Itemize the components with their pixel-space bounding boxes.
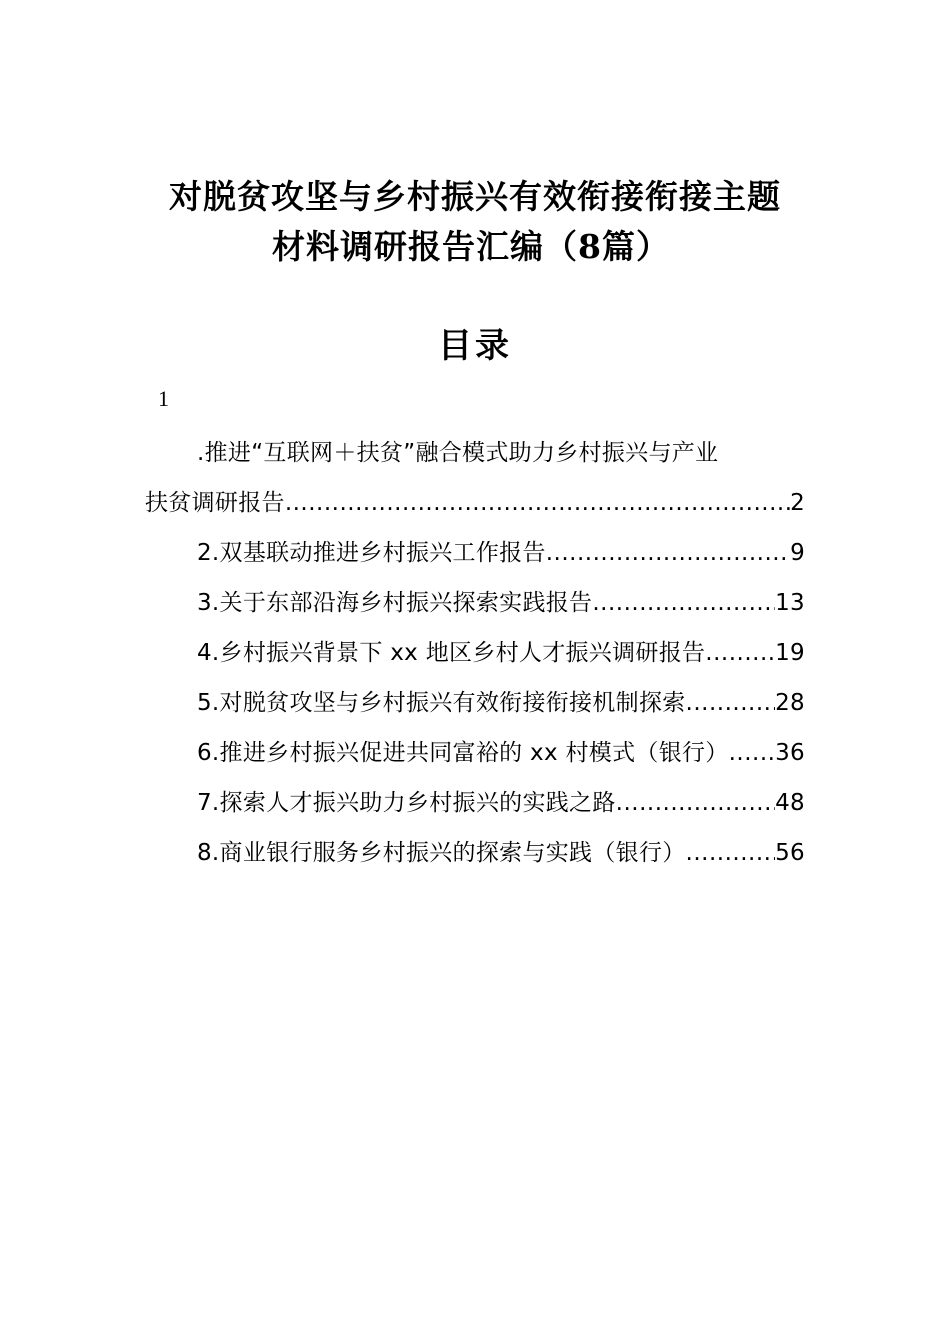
- toc-entry-5[interactable]: [145, 678, 805, 728]
- toc-entry-1-title-line1: .推进“互联网＋扶贫”融合模式助力乡村振兴与产业: [197, 440, 719, 466]
- toc-entry-8[interactable]: [145, 828, 805, 878]
- toc-heading: 目录: [438, 326, 512, 366]
- toc-entry-2-page: 9: [790, 540, 805, 566]
- dot-leader: [592, 578, 775, 628]
- toc-entry-8-page: 56: [775, 840, 805, 866]
- dot-leader: [686, 828, 776, 878]
- dot-leader: [616, 778, 775, 828]
- toc-entry-4[interactable]: [145, 628, 805, 678]
- toc-entry-4-page: 19: [775, 640, 805, 666]
- dot-leader: [546, 528, 790, 578]
- toc-entry-7-page: 48: [775, 790, 805, 816]
- toc-entry-1-page: 2: [790, 490, 805, 516]
- document-title-line1: 对脱贫攻坚与乡村振兴有效衔接衔接主题: [169, 177, 781, 216]
- toc-entry-7[interactable]: [145, 778, 805, 828]
- toc-entry-7-title: 7.探索人才振兴助力乡村振兴的实践之路: [197, 790, 616, 816]
- toc-entry-3-page: 13: [775, 590, 805, 616]
- list-number-marker: 1: [158, 386, 169, 411]
- toc-entry-3-title: 3.关于东部沿海乡村振兴探索实践报告: [197, 590, 593, 616]
- toc-entry-6[interactable]: [145, 728, 805, 778]
- toc-entry-5-title: 5.对脱贫攻坚与乡村振兴有效衔接衔接机制探索: [197, 690, 686, 716]
- toc-entry-4-title: 4.乡村振兴背景下 xx 地区乡村人才振兴调研报告: [197, 640, 706, 666]
- toc-entry-8-title: 8.商业银行服务乡村振兴的探索与实践（银行）: [197, 840, 686, 866]
- toc-entry-5-page: 28: [775, 690, 805, 716]
- document-title-line2: 材料调研报告汇编（8篇）: [272, 227, 670, 266]
- toc-entry-6-page: 36: [775, 740, 805, 766]
- toc-entry-1-title-line2: 扶贫调研报告: [145, 490, 285, 516]
- dot-leader: [686, 678, 776, 728]
- table-of-contents: [145, 428, 805, 878]
- toc-entry-6-title: 6.推进乡村振兴促进共同富裕的 xx 村模式（银行）: [197, 740, 729, 766]
- toc-entry-2-title: 2.双基联动推进乡村振兴工作报告: [197, 540, 546, 566]
- dot-leader: [285, 478, 790, 528]
- toc-entry-3[interactable]: [145, 578, 805, 628]
- dot-leader: [729, 728, 776, 778]
- dot-leader: [705, 628, 775, 678]
- toc-entry-2[interactable]: [145, 528, 805, 578]
- toc-entry-1[interactable]: [145, 428, 805, 528]
